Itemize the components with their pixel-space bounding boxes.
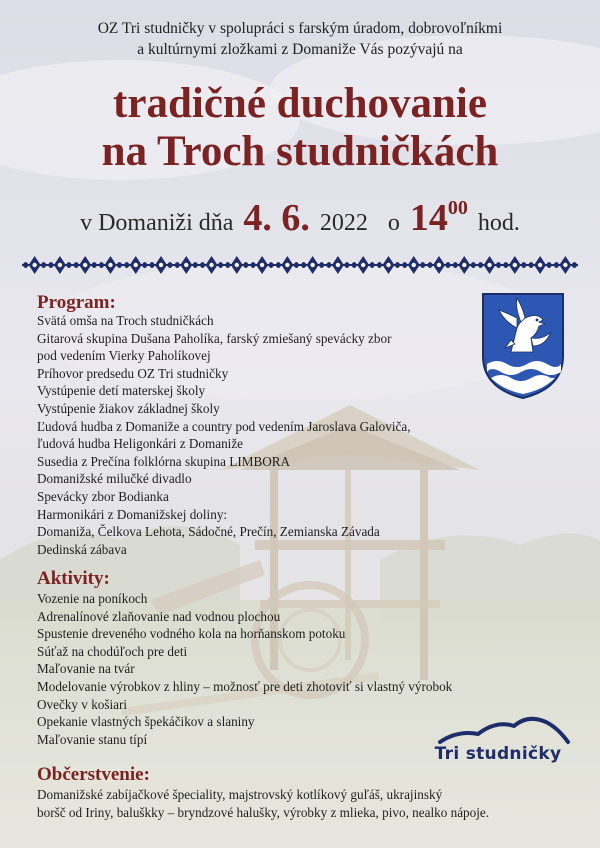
program-list [37,312,411,558]
ornament-motif [301,256,325,274]
program-item: Spevácky zbor Bodianka [37,488,169,504]
ornament-motif [503,256,527,274]
ornament-motif [326,256,350,274]
coat-of-arms-icon [481,292,565,400]
intro-text [20,18,580,60]
ornament-motif [149,256,173,274]
aktivity-item: Adrenalínové zlaňovanie nad vodnou plochou [37,608,281,624]
ornament-motif [124,256,148,274]
ornament-motif [200,256,224,274]
aktivity-item: Opekanie vlastných špekáčikov a slaniny [37,714,255,730]
aktivity-item: Vozenie na poníkoch [37,591,148,606]
date-prefix: v Domaniži dňa [80,210,234,236]
program-item: Vystúpenie žiakov základnej školy [37,400,220,416]
program-item: ľudová hudba Heligonkári z Domaniže [37,436,244,452]
date-year: 2022 [319,210,368,236]
title-line-1: tradičné duchovanie [113,80,487,127]
date-line [0,198,600,243]
ornament-motif [478,256,502,274]
time-minutes: 00 [447,197,468,219]
program-item: Gitarová skupina Dušana Paholíka, farský zmiešaný spevácky zbor [37,330,392,346]
ornament-motif [351,256,375,274]
obcerstvenie-text [37,786,577,821]
aktivity-item: Maľovanie na tvár [37,661,135,677]
ornament-motif [528,256,552,274]
intro-line-1: OZ Tri studničky v spolupráci s farským úradom, dobrovoľníkmi [97,20,503,37]
program-item: Svätá omša na Troch studničkách [37,313,214,328]
ornament-motif [275,256,299,274]
date-day-month: 4. 6. [243,197,310,239]
ornament-motif [48,256,72,274]
date-o: o [387,210,400,236]
program-item: Príhovor predsedu OZ Tri studničky [37,365,229,381]
ornament-motif [98,256,122,274]
ornament-motif [73,256,97,274]
aktivity-item: Ovečky v košiari [37,696,128,712]
time-suffix: hod. [477,210,520,236]
ornament-motif [553,256,577,274]
time-hour: 14 [409,197,448,239]
ornament-motif [402,256,426,274]
event-title [0,80,600,176]
ornament-motif [225,256,249,274]
folk-ornament-divider [22,254,578,276]
intro-line-2: a kultúrnymi zložkami z Domaniže Vás pozývajú na [137,41,463,58]
program-item: pod vedením Vierky Paholíkovej [37,348,211,364]
aktivity-item: Modelovanie výrobkov z hliny – možnosť pre deti zhotoviť si vlastný výrobok [37,678,453,694]
ornament-motif [23,256,47,274]
logo-text: Tri studničky [434,744,562,764]
mountains-icon [418,712,578,746]
aktivity-heading: Aktivity: [37,568,110,589]
obcerstvenie-line-2: boršč od Iriny, baluškky – bryndzové halušky, výrobky z mlieka, pivo, nealko nápoje. [37,804,490,820]
obcerstvenie-heading: Občerstvenie: [37,764,150,785]
program-item: Susedia z Prečína folklórna skupina LIMBORA [37,453,291,469]
program-item: Ľudová hudba z Domaniže a country pod vedením Jaroslava Galoviča, [37,418,411,434]
program-item: Domanižské milučké divadlo [37,471,192,487]
ornament-motif [250,256,274,274]
ornament-motif [452,256,476,274]
obcerstvenie-line-1: Domanižské zabíjačkové špeciality, majstrovský kotlíkový guľáš, ukrajinský [37,787,443,802]
title-line-2: na Troch studničkách [101,128,499,175]
program-heading: Program: [37,292,116,313]
ornament-motif [427,256,451,274]
tri-studnicky-logo [418,712,578,772]
ornament-motif [376,256,400,274]
aktivity-list [37,590,452,748]
aktivity-item: Maľovanie stanu típí [37,731,148,747]
ornament-motif [174,256,198,274]
program-item: Vystúpenie detí materskej školy [37,383,206,399]
program-item: Harmonikári z Domanižskej doliny: [37,506,228,522]
aktivity-item: Spustenie dreveného vodného kola na horňanskom potoku [37,626,346,642]
aktivity-item: Súťaž na chodúľoch pre deti [37,643,188,659]
program-item: Dedinská zábava [37,541,127,557]
program-item: Domaniža, Čelkova Lehota, Sádočné, Prečín, Zemianska Závada [37,524,380,540]
